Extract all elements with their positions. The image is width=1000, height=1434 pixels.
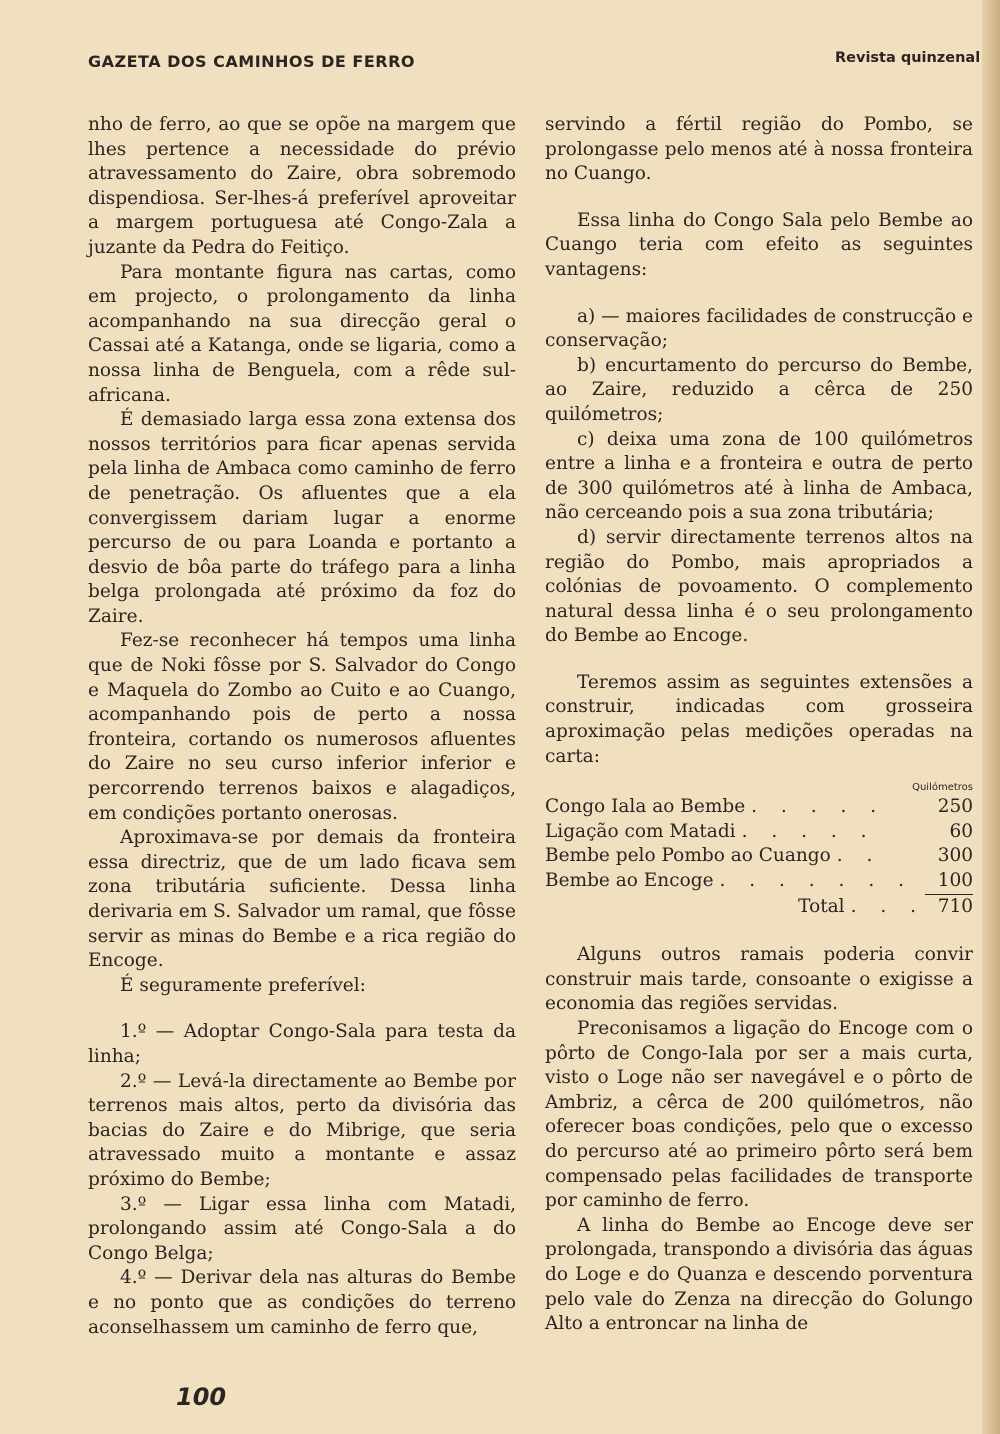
leader-dots: . . . . . [741,820,876,842]
extensions-table [545,795,973,919]
list-item: 1.º — Adoptar Congo-Sala para testa da linha; [88,1021,516,1067]
paragraph: Fez-se reconhecer há tempos uma linha que de Noki fôsse por S. Salvador do Congo e Maquela do Zombo ao Cuito e ao Cuango, acompanhando pois de perto a nossa fronteira, cortando os numerosos afluentes do Zaire no seu curso inferior inferior e percorrendo terrenos baixos e alagadiços, em condições portanto onerosas. [88,630,516,824]
paragraph: Para montante figura nas cartas, como em projecto, o prolongamento da linha acompanhando na sua direcção geral o Cassai até a Katanga, onde se ligaria, como a nossa linha de Benguela, com a rêde sul-africana. [88,261,516,406]
paragraph: Essa linha do Congo Sala pelo Bembe ao Cuango teria com efeito as seguintes vantagens: [545,209,973,280]
leader-dots: . . . . . [751,796,886,818]
leader-dots: . . . [850,895,925,917]
table-row-label: Congo Iala ao Bembe [545,796,746,818]
paragraph: Alguns outros ramais poderia convir construir mais tarde, consoante o exigisse a economia das regiões servidas. [545,944,973,1015]
paragraph: Teremos assim as seguintes extensões a construir, indicadas com grosseira aproximação pelas medições operadas na carta: [545,671,973,767]
list-item: b) encurtamento do percurso do Bembe, ao Zaire, reduzido a cêrca de 250 quilómetros; [545,354,973,425]
leader-dots: . . . . . . . [719,870,913,892]
paragraph: É demasiado larga essa zona extensa dos nossos territórios para ficar apenas servida pela linha de Ambaca como caminho de ferro de penetração. Os afluentes que a ela convergissem dariam lugar a enorme percurso de ou para Loanda e portanto a desvio de bôa parte do tráfego para a linha belga prolongada até próximo da foz do Zaire. [88,409,516,627]
journal-subtitle: Revista quinzenal [835,50,981,66]
table-total-value: 710 [937,895,973,917]
table-row-label: Bembe ao Encoge [545,870,714,892]
left-column [88,113,516,1340]
list-item: c) deixa uma zona de 100 quilómetros entre a linha e a fronteira e outra de perto de 300 quilómetros até à linha de Ambaca, não cerceando pois a sua zona tributária; [545,428,973,524]
table-row [545,820,973,845]
table-row-label: Ligação com Matadi [545,820,736,842]
table-row [545,844,973,869]
paragraph: nho de ferro, ao que se opõe na margem que lhes pertence a necessidade do prévio atravessamento do Zaire, obra sobremodo dispendiosa. Ser-lhes-á preferível aproveitar a margem portuguesa até Congo-Zala a juzante da Pedra do Feitiço. [88,114,516,258]
table-row-label: Bembe pelo Pombo ao Cuango [545,845,831,867]
table-row [545,795,973,820]
list-item: a) — maiores facilidades de construcção e conservação; [545,305,973,352]
paragraph: servindo a fértil região do Pombo, se prolongasse pelo menos até à nossa fronteira no Cuango. [545,114,973,185]
page-number: 100 [176,1383,227,1411]
table-row-value: 300 [937,845,973,867]
list-item: 3.º — Ligar essa linha com Matadi, prolongando assim até Congo-Sala a do Congo Belga; [88,1193,516,1264]
table-row-value: 250 [937,796,973,818]
paragraph: Preconisamos a ligação do Encoge com o pôrto de Congo-Iala por ser a mais curta, visto o Loge não ser navegável e o pôrto de Ambriz, a cêrca de 200 quilómetros, não oferecer boas condições, pelo que o excesso do percurso até ao primeiro pôrto será bem compensado pelas facilidades de transporte por caminho de ferro. [545,1018,973,1212]
paragraph: A linha do Bembe ao Encoge deve ser prolongada, transpondo a divisória das águas do Loge e do Quanza e descendo porventura pelo vale do Zenza na direcção do Golungo Alto a entroncar na linha de [545,1214,973,1335]
table-row [545,869,973,895]
table-total-label: Total [798,895,845,917]
list-item: 2.º — Levá-la directamente ao Bembe por terrenos mais altos, perto da divisória das bacias do Zaire e do Mibrige, que seria atravessado muito a montante e assaz próximo do Bembe; [88,1070,516,1190]
table-total-row [545,895,973,920]
paragraph: Aproximava-se por demais da fronteira essa directriz, que de um lado ficava sem zona tributária suficiente. Dessa linha derivaria em S. Salvador um ramal, que fôsse servir as minas do Bembe e a rica região do Encoge. [88,827,516,972]
journal-title: GAZETA DOS CAMINHOS DE FERRO [88,52,416,71]
list-item: 4.º — Derivar dela nas alturas do Bembe e no ponto que as condições do terreno aconselhassem um caminho de ferro que, [88,1267,516,1338]
table-row-value: 100 [925,869,973,895]
list-item: d) servir directamente terrenos altos na região do Pombo, mais apropriados a colónias de povoamento. O complemento natural dessa linha é o seu prolongamento do Bembe ao Encoge. [545,526,973,647]
leader-dots: . . [836,845,882,867]
table-row-value: 60 [949,820,973,842]
table-unit-label: Quilómetros [912,782,973,794]
page-edge-shadow [982,0,1000,1434]
right-column [545,113,973,1337]
paragraph: É seguramente preferível: [120,974,366,996]
